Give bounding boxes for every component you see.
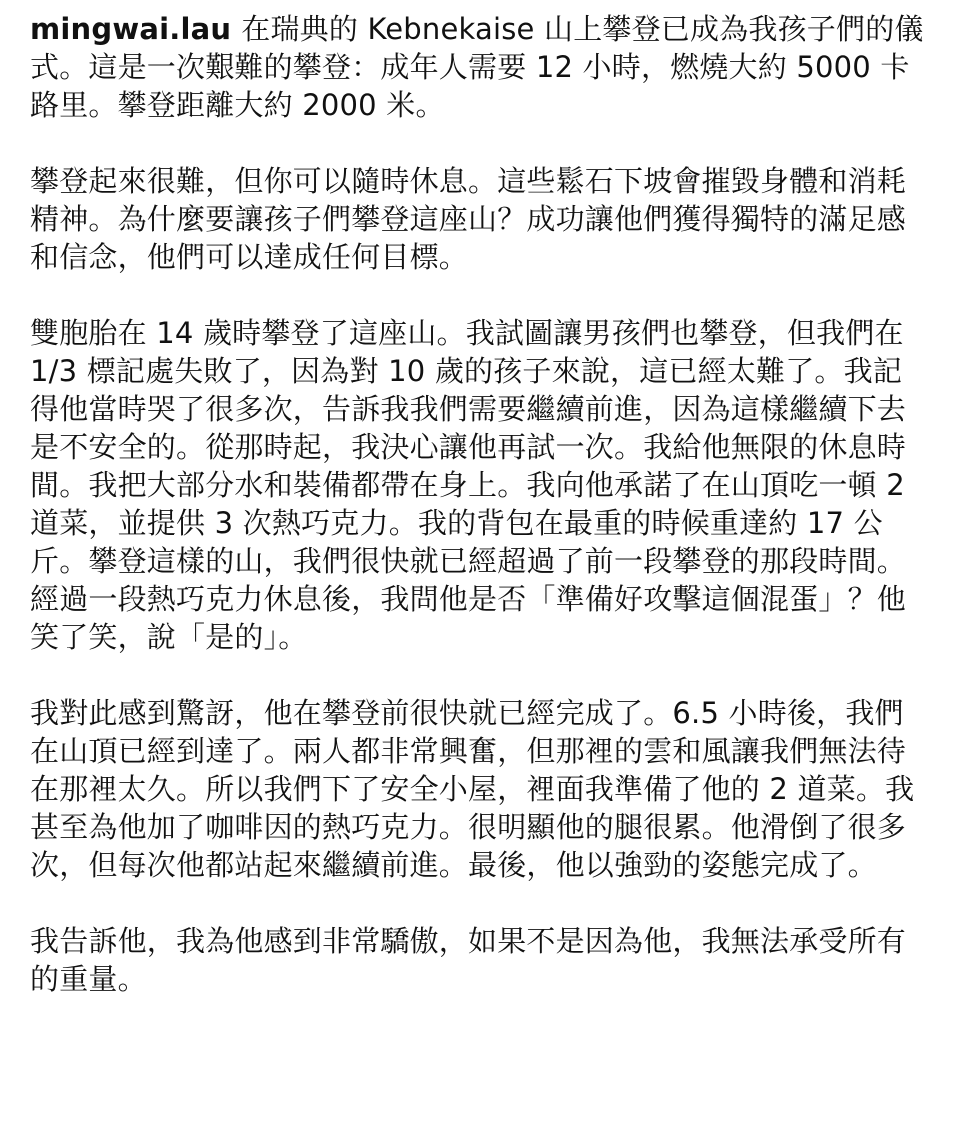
username[interactable]: mingwai.lau: [30, 12, 232, 46]
caption-paragraph-2: 攀登起來很難，但你可以隨時休息。這些鬆石下坡會摧毀身體和消耗精神。為什麼要讓孩子們攀登這座山？成功讓他們獲得獨特的滿足感和信念，他們可以達成任何目標。: [30, 164, 907, 274]
post-caption: [30, 10, 930, 998]
caption-paragraph-4: 我對此感到驚訝，他在攀登前很快就已經完成了。6.5 小時後，我們在山頂已經到達了。兩人都非常興奮，但那裡的雲和風讓我們無法待在那裡太久。所以我們下了安全小屋，裡面我準備了他的 2 道菜。我甚至為他加了咖啡因的熱巧克力。很明顯他的腿很累。他滑倒了很多次，但每次他都站起來繼續前進。最後，他以強勁的姿態完成了。: [30, 696, 915, 882]
caption-text-1: 在瑞典的 Kebnekaise 山上攀登已成為我孩子們的儀式。這是一次艱難的攀登：成年人需要 12 小時，燃燒大約 5000 卡路里。攀登距離大約 2000 米。: [30, 12, 924, 122]
caption-paragraph-5: 我告訴他，我為他感到非常驕傲，如果不是因為他，我無法承受所有的重量。: [30, 924, 907, 996]
caption-paragraph-1: [30, 10, 930, 124]
caption-paragraph-3: 雙胞胎在 14 歲時攀登了這座山。我試圖讓男孩們也攀登，但我們在 1/3 標記處失敗了，因為對 10 歲的孩子來說，這已經太難了。我記得他當時哭了很多次，告訴我我們需要繼續前進，因為這樣繼續下去是不安全的。從那時起，我決心讓他再試一次。我給他無限的休息時間。我把大部分水和裝備都帶在身上。我向他承諾了在山頂吃一頓 2 道菜，並提供 3 次熱巧克力。我的背包在最重的時候重達約 17 公斤。攀登這樣的山，我們很快就已經超過了前一段攀登的那段時間。經過一段熱巧克力休息後，我問他是否「準備好攻擊這個混蛋」？他笑了笑，說「是的」。: [30, 316, 907, 654]
